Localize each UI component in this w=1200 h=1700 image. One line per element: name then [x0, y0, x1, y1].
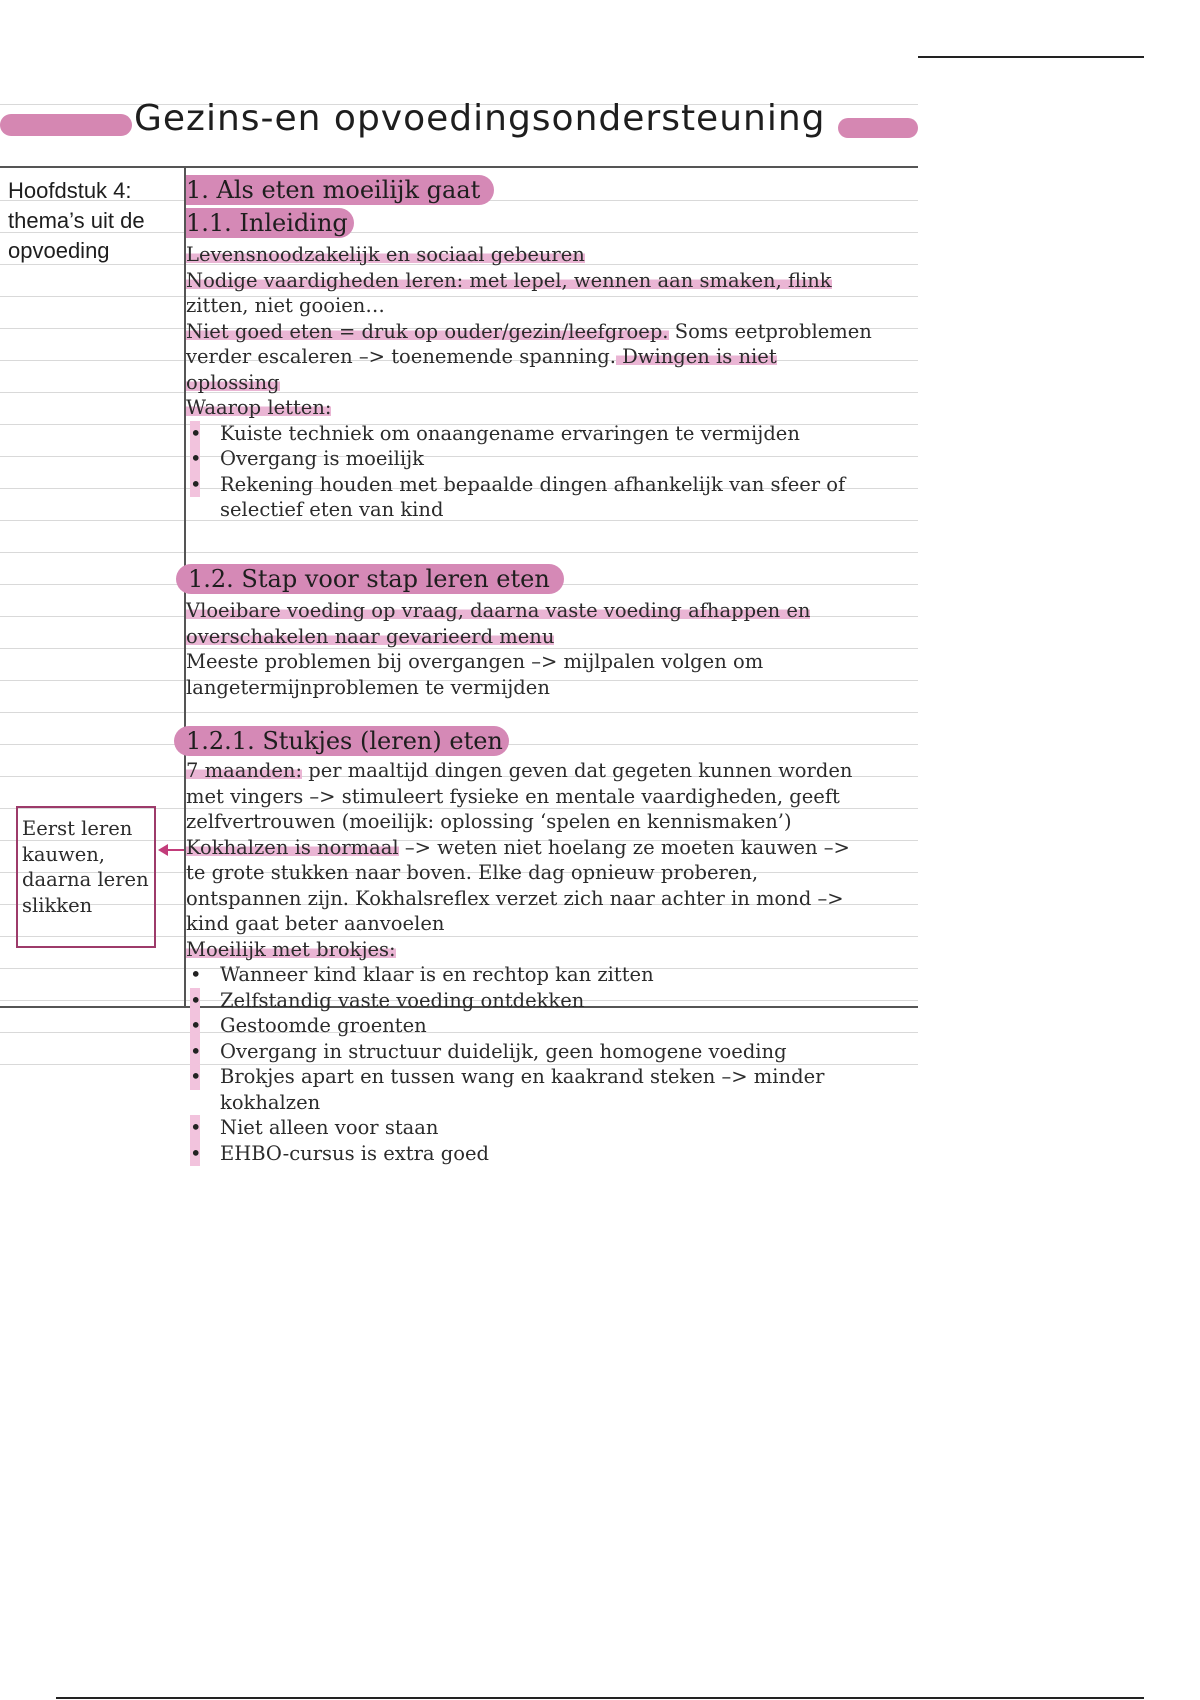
pieces-line: met vingers –> stimuleert fysieke en mentale vaardigheden, geeft — [186, 784, 840, 808]
intro-section — [186, 242, 872, 523]
bottom-decorative-line — [56, 1697, 1144, 1699]
intro-line: oplossing — [186, 370, 280, 394]
heading-1-2: 1.2. Stap voor stap leren eten — [176, 564, 564, 594]
intro-line: Waarop letten: — [186, 396, 332, 419]
chapter-line: Hoofdstuk 4: — [8, 178, 132, 203]
list-item-continuation: selectief eten van kind — [220, 498, 444, 521]
pieces-line: zelfvertrouwen (moeilijk: oplossing ‘spelen en kennismaken’) — [186, 810, 792, 833]
page-title: Gezins-en opvoedingsondersteuning — [134, 98, 826, 139]
title-highlight-right — [838, 118, 918, 138]
list-item: • Wanneer kind klaar is en rechtop kan zitten — [186, 962, 852, 988]
list-item: • Zelfstandig vaste voeding ontdekken — [186, 988, 852, 1014]
pieces-section — [186, 758, 852, 1166]
chapter-line: thema’s uit de — [8, 208, 145, 233]
ruled-line — [0, 552, 918, 553]
intro-bullets — [186, 421, 872, 523]
pieces-line: Kokhalzen is normaal — [186, 835, 399, 859]
pieces-line: –> weten niet hoelang ze moeten kauwen –> — [398, 835, 850, 859]
list-item: • Overgang in structuur duidelijk, geen homogene voeding — [186, 1039, 852, 1065]
intro-line: Niet goed eten = druk op ouder/gezin/leefgroep. — [186, 319, 669, 343]
side-note-line: Eerst leren — [22, 817, 133, 840]
list-item: • Kuiste techniek om onaangename ervaringen te vermijden — [186, 421, 872, 447]
chapter-line: opvoeding — [8, 238, 110, 263]
step-line: langetermijnproblemen te vermijden — [186, 675, 550, 699]
pieces-line: 7 maanden: — [186, 759, 303, 782]
intro-line: verder escaleren –> toenemende spanning. — [186, 345, 616, 368]
list-item: • Gestoomde groenten — [186, 1013, 852, 1039]
intro-line: Nodige vaardigheden leren: met lepel, wennen aan smaken, flink — [186, 268, 832, 292]
side-note — [16, 806, 156, 948]
step-line: Meeste problemen bij overgangen –> mijlpalen volgen om — [186, 650, 764, 673]
title-divider — [0, 166, 918, 168]
pieces-bullets — [186, 962, 852, 1166]
intro-line: Soms eetproblemen — [668, 319, 872, 343]
list-item-continuation: kokhalzen — [220, 1090, 321, 1114]
pieces-line: kind gaat beter aanvoelen — [186, 912, 445, 935]
step-section — [186, 598, 810, 700]
heading-1-1: 1.1. Inleiding — [186, 208, 354, 238]
intro-line: zitten, niet gooien… — [186, 294, 385, 317]
top-decorative-line — [918, 56, 1144, 58]
pieces-line: ontspannen zijn. Kokhalsreflex verzet zich naar achter in mond –> — [186, 886, 844, 910]
side-note-line: daarna leren — [22, 868, 149, 891]
arrow-head-icon — [158, 844, 168, 856]
intro-line: Dwingen is niet — [615, 345, 777, 368]
chapter-label — [8, 176, 180, 266]
heading-1: 1. Als eten moeilijk gaat — [186, 175, 494, 205]
pieces-line: te grote stukken naar boven. Elke dag opnieuw proberen, — [186, 861, 759, 884]
ruled-line — [0, 712, 918, 713]
list-item: • Overgang is moeilijk — [186, 446, 872, 472]
list-item: • Brokjes apart en tussen wang en kaakrand steken –> minder — [186, 1064, 852, 1090]
list-item: • Rekening houden met bepaalde dingen afhankelijk van sfeer of — [186, 472, 872, 498]
pieces-line: Moeilijk met brokjes: — [186, 937, 396, 961]
pieces-line: per maaltijd dingen geven dat gegeten kunnen worden — [302, 759, 853, 782]
heading-1-2-1: 1.2.1. Stukjes (leren) eten — [174, 726, 509, 756]
intro-line: Levensnoodzakelijk en sociaal gebeuren — [186, 243, 585, 266]
title-highlight-left — [0, 114, 132, 136]
side-note-line: slikken — [22, 893, 93, 917]
list-item: • EHBO-cursus is extra goed — [186, 1141, 852, 1167]
side-note-line: kauwen, — [22, 842, 105, 866]
list-item: • Niet alleen voor staan — [186, 1115, 852, 1141]
step-line: Vloeibare voeding op vraag, daarna vaste voeding afhappen en — [186, 599, 811, 622]
step-line: overschakelen naar gevarieerd menu — [186, 624, 555, 648]
